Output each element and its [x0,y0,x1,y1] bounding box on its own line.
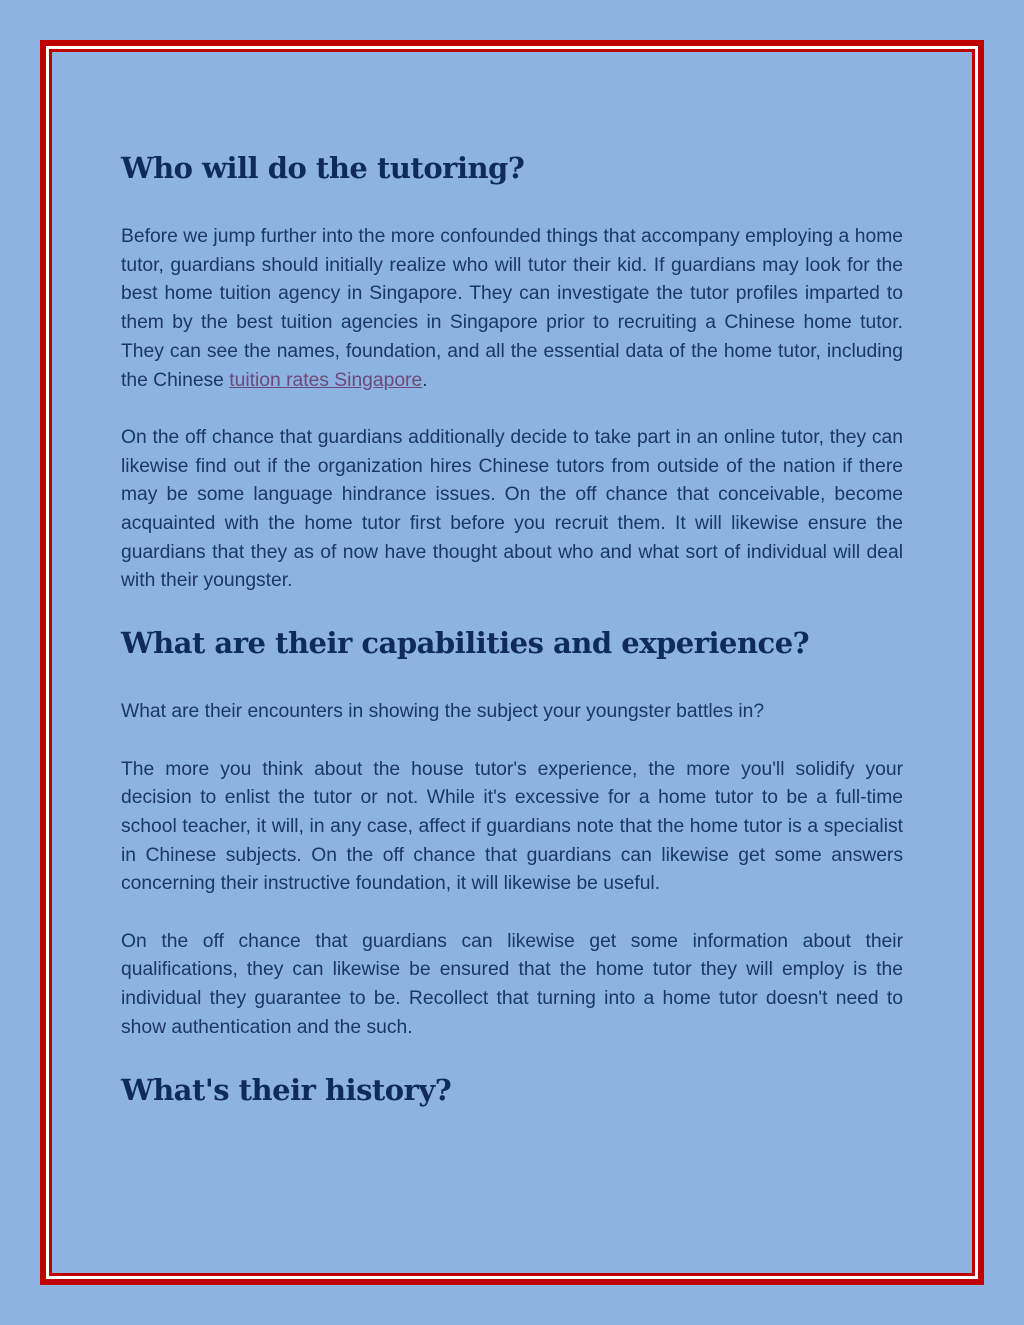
section-heading-capabilities: What are their capabilities and experience? [121,626,810,661]
paragraph-capabilities-1: What are their encounters in showing the subject your youngster battles in? [121,701,765,723]
paragraph-who-tutors-2: On the off chance that guardians additionally decide to take part in an online tutor, they can likewise find out if the organization hires Chinese tutors from outside of the nation if there may be some language hindrance issues. On the off chance that conceivable, become acquainted with the home tutor first before you recruit them. It will likewise ensure the guardians that they as of now have thought about who and what sort of individual will deal with their youngster. [121,426,903,592]
paragraph-text: . [422,369,428,391]
section-heading-who-tutors: Who will do the tutoring? [121,151,525,185]
tuition-rates-link[interactable]: tuition rates Singapore [229,369,423,391]
paragraph-text: Before we jump further into the more confounded things that accompany employing a home tutor, guardians should initially realize who will tutor their kid. If guardians may look for the best home tuition agency in Singapore. They can investigate the tutor profiles imparted to them by the best tuition agencies in Singapore prior to recruiting a Chinese home tutor. They can see the names, foundation, and all the essential data of the home tutor, including the Chinese [121,226,903,391]
article [121,148,903,1110]
paragraph-who-tutors-1 [121,223,903,395]
paragraph-capabilities-2: The more you think about the house tutor's experience, the more you'll solidify your decision to enlist the tutor or not. While it's excessive for a home tutor to be a full-time school teacher, it will, in any case, affect if guardians note that the home tutor is a specialist in Chinese subjects. On the off chance that guardians can likewise get some answers concerning their instructive foundation, it will likewise be useful. [121,758,903,895]
section-heading-history: What's their history? [121,1072,452,1107]
paragraph-capabilities-3: On the off chance that guardians can likewise get some information about their qualifications, they can likewise be ensured that the home tutor they will employ is the individual they guarantee to be. Recollect that turning into a home tutor doesn't need to show authentication and the such. [121,930,903,1038]
